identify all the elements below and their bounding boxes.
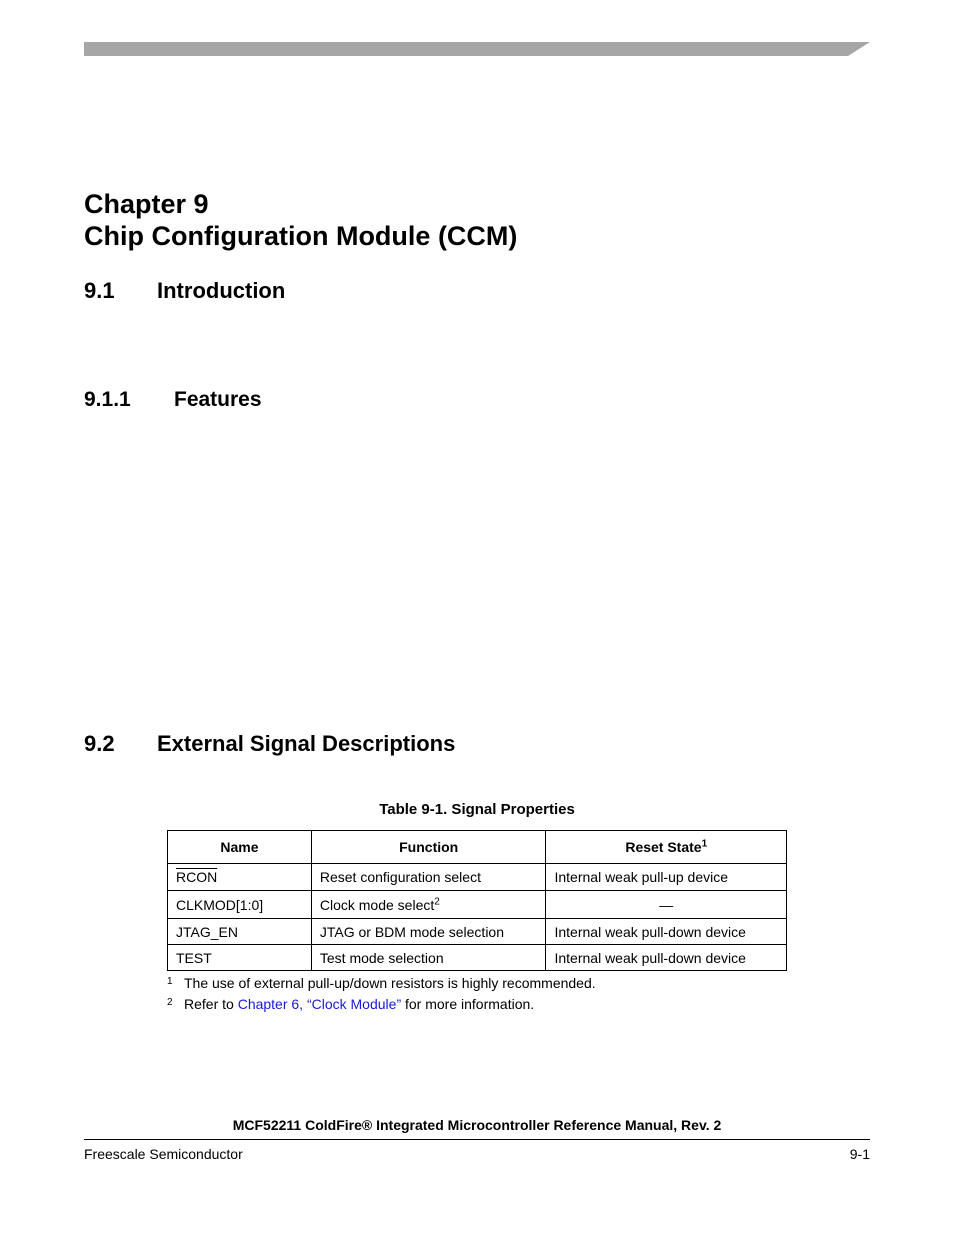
section-heading-intro <box>84 278 285 304</box>
section-heading-features <box>84 387 262 413</box>
cell-name: CLKMOD[1:0] <box>168 891 312 919</box>
footnote-ref[interactable]: 2 <box>434 895 440 907</box>
cell-name: JTAG_EN <box>168 919 312 945</box>
footnote-text-before: Refer to <box>184 996 238 1012</box>
section-number: 9.1.1 <box>84 388 131 411</box>
table-caption: Table 9-1. Signal Properties <box>379 801 575 818</box>
chapter-number: Chapter 9 <box>84 189 209 219</box>
footnote-mark: 2 <box>167 997 173 1008</box>
cell-function: JTAG or BDM mode selection <box>311 919 546 945</box>
section-heading-signals <box>84 731 455 757</box>
header-function: Function <box>311 831 546 864</box>
section-title: Features <box>174 388 262 411</box>
footnote-mark: 1 <box>167 976 173 987</box>
header-decorative-bar <box>84 42 870 56</box>
chapter-name: Chip Configuration Module (CCM) <box>84 221 518 251</box>
table-row <box>168 945 787 971</box>
signal-properties-table <box>167 830 787 971</box>
section-number: 9.2 <box>84 731 115 756</box>
header-name: Name <box>168 831 312 864</box>
cell-reset-state: — <box>546 891 787 919</box>
table-header-row <box>168 831 787 864</box>
footnote-text: The use of external pull-up/down resistors is highly recommended. <box>184 975 596 991</box>
footnote-text-after: for more information. <box>401 996 535 1012</box>
footer-divider <box>84 1139 870 1140</box>
cell-function: Reset configuration select <box>311 864 546 891</box>
chapter-title <box>84 188 517 252</box>
table-row <box>168 864 787 891</box>
cell-reset-state: Internal weak pull-up device <box>546 864 787 891</box>
table-footnote-1 <box>167 975 596 991</box>
table-row <box>168 891 787 919</box>
footer-page-number: 9-1 <box>849 1146 870 1162</box>
cell-name: RCON <box>168 864 312 891</box>
section-title: Introduction <box>157 278 286 303</box>
table-footnote-2 <box>167 996 534 1012</box>
footnote-ref[interactable]: 1 <box>701 838 708 850</box>
cell-name: TEST <box>168 945 312 971</box>
footer-manual-title: MCF52211 ColdFire® Integrated Microcontroller Reference Manual, Rev. 2 <box>232 1117 722 1133</box>
section-title: External Signal Descriptions <box>157 731 456 756</box>
cell-function: Test mode selection <box>311 945 546 971</box>
footer-company: Freescale Semiconductor <box>84 1146 243 1162</box>
header-reset-state: Reset State$^1$ <box>546 831 787 864</box>
section-number: 9.1 <box>84 278 115 303</box>
cell-reset-state: Internal weak pull-down device <box>546 945 787 971</box>
table-row <box>168 919 787 945</box>
cell-function: Clock mode select$^2$ <box>311 891 546 919</box>
cell-reset-state: Internal weak pull-down device <box>546 919 787 945</box>
chapter-6-link[interactable]: Chapter 6, “Clock Module” <box>237 996 402 1012</box>
